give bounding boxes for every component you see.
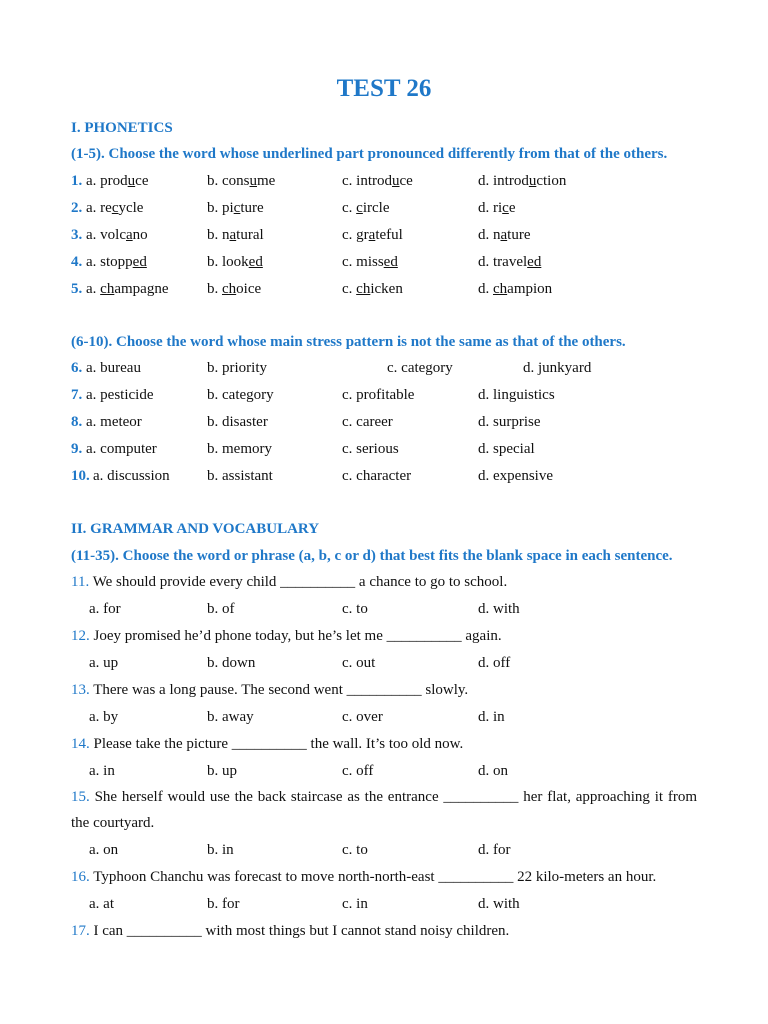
answer-option: c. grateful	[342, 227, 403, 243]
question-row	[71, 385, 697, 405]
answer-option: d. with	[478, 601, 520, 617]
answer-option: a. up	[89, 655, 119, 671]
answer-option: c. introduce	[342, 173, 413, 189]
answer-option: d. rice	[478, 200, 516, 216]
question-number: 17.	[71, 923, 94, 939]
answer-option: a. discussion	[93, 468, 170, 484]
underlined-sound: a	[125, 227, 133, 243]
question-row	[71, 171, 697, 191]
answer-option: d. off	[478, 655, 511, 671]
answer-option: c. out	[342, 655, 376, 671]
question-number: 6.	[71, 360, 83, 376]
question-text: Typhoon Chanchu was forecast to move north-north-east __________ 22 kilo-meters an hour.	[93, 869, 657, 885]
underlined-sound: c	[502, 200, 509, 216]
answer-option: b. up	[207, 763, 237, 779]
instruction-grammar: (11-35). Choose the word or phrase (a, b, c or d) that best fits the blank space in each sentence.	[71, 548, 673, 564]
answer-option: c. missed	[342, 254, 398, 270]
section-heading-grammar: II. GRAMMAR AND VOCABULARY	[71, 521, 320, 537]
answer-row	[71, 599, 697, 619]
answer-option: a. meteor	[86, 414, 142, 430]
underlined-sound: u	[249, 173, 257, 189]
question-text-row	[71, 734, 697, 754]
answer-option: a. champagne	[86, 281, 169, 297]
question-text: We should provide every child __________ a chance to go to school.	[92, 574, 508, 590]
underlined-sound: u	[127, 173, 136, 189]
question-text: There was a long pause. The second went __________ slowly.	[93, 682, 469, 698]
question-number: 16.	[71, 869, 94, 885]
question-row	[71, 439, 697, 459]
question-text-row	[71, 626, 697, 646]
answer-option: b. picture	[207, 200, 264, 216]
question-text: Please take the picture __________ the wall. It’s too old now.	[93, 736, 464, 752]
underlined-sound: ch	[100, 281, 115, 297]
question-row	[71, 412, 697, 432]
underlined-sound: a	[500, 227, 508, 243]
underlined-sound: a	[229, 227, 237, 243]
section-heading-phonetics: I. PHONETICS	[71, 120, 173, 136]
answer-option: a. produce	[86, 173, 149, 189]
underlined-sound: c	[356, 200, 363, 216]
question-text: Joey promised he’d phone today, but he’s let me __________ again.	[93, 628, 502, 644]
instruction-pronunciation: (1-5). Choose the word whose underlined part pronounced differently from that of the others.	[71, 146, 668, 162]
answer-option: b. memory	[207, 441, 272, 457]
underlined-sound: c	[233, 200, 241, 216]
underlined-sound: ch	[222, 281, 237, 297]
question-number: 7.	[71, 387, 83, 403]
question-number: 14.	[71, 736, 94, 752]
question-text: I can __________ with most things but I cannot stand noisy children.	[93, 923, 510, 939]
question-number: 1.	[71, 173, 83, 189]
underlined-sound: ch	[356, 281, 371, 297]
answer-option: d. expensive	[478, 468, 553, 484]
answer-option: b. priority	[207, 360, 267, 376]
answer-option: a. recycle	[86, 200, 144, 216]
answer-option: d. special	[478, 441, 535, 457]
answer-option: a. for	[89, 601, 121, 617]
question-text-row	[71, 784, 697, 836]
answer-row	[71, 840, 697, 860]
answer-option: d. with	[478, 896, 520, 912]
underlined-sound: ed	[248, 254, 263, 270]
question-number: 8.	[71, 414, 83, 430]
question-number: 13.	[71, 682, 94, 698]
question-row	[71, 466, 697, 486]
question-row	[71, 198, 697, 218]
answer-option: b. choice	[207, 281, 262, 297]
answer-option: b. natural	[207, 227, 264, 243]
answer-option: a. on	[89, 842, 119, 858]
question-number: 5.	[71, 281, 83, 297]
answer-option: c. career	[342, 414, 393, 430]
answer-option: c. to	[342, 601, 368, 617]
underlined-sound: a	[368, 227, 376, 243]
answer-option: c. profitable	[342, 387, 415, 403]
answer-option: d. introduction	[478, 173, 567, 189]
answer-option: a. volcano	[86, 227, 148, 243]
instruction-stress: (6-10). Choose the word whose main stress pattern is not the same as that of the others.	[71, 334, 626, 350]
answer-option: a. computer	[86, 441, 157, 457]
answer-option: d. in	[478, 709, 505, 725]
answer-option: c. category	[387, 360, 453, 376]
answer-option: d. junkyard	[523, 360, 592, 376]
underlined-sound: u	[528, 173, 537, 189]
answer-option: d. nature	[478, 227, 531, 243]
question-number: 15.	[71, 789, 95, 805]
question-number: 4.	[71, 254, 83, 270]
question-row	[71, 225, 697, 245]
underlined-sound: c	[111, 200, 119, 216]
answer-option: b. away	[207, 709, 254, 725]
answer-option: a. at	[89, 896, 114, 912]
answer-option: b. of	[207, 601, 235, 617]
answer-option: d. linguistics	[478, 387, 555, 403]
answer-option: b. consume	[207, 173, 276, 189]
answer-option: d. traveled	[478, 254, 542, 270]
underlined-sound: u	[392, 173, 400, 189]
answer-option: b. in	[207, 842, 234, 858]
answer-option: b. looked	[207, 254, 263, 270]
answer-option: c. to	[342, 842, 368, 858]
answer-option: c. character	[342, 468, 412, 484]
answer-option: a. pesticide	[86, 387, 154, 403]
answer-option: a. stopped	[86, 254, 147, 270]
answer-option: b. down	[207, 655, 256, 671]
answer-row	[71, 653, 697, 673]
answer-option: b. for	[207, 896, 240, 912]
question-number: 11.	[71, 574, 93, 590]
question-text-row	[71, 680, 697, 700]
answer-row	[71, 761, 697, 781]
question-number: 9.	[71, 441, 83, 457]
answer-option: b. assistant	[207, 468, 273, 484]
answer-option: c. in	[342, 896, 368, 912]
page-title: TEST 26	[336, 75, 432, 102]
question-text-row	[71, 867, 697, 887]
question-number: 2.	[71, 200, 83, 216]
answer-row	[71, 894, 697, 914]
answer-row	[71, 707, 697, 727]
answer-option: a. bureau	[86, 360, 141, 376]
answer-option: b. disaster	[207, 414, 268, 430]
answer-option: d. surprise	[478, 414, 541, 430]
answer-option: d. on	[478, 763, 508, 779]
answer-option: d. for	[478, 842, 511, 858]
underlined-sound: ed	[527, 254, 542, 270]
question-text-row	[71, 572, 697, 592]
answer-option: c. off	[342, 763, 374, 779]
question-number: 12.	[71, 628, 94, 644]
answer-option: a. in	[89, 763, 115, 779]
answer-option: b. category	[207, 387, 274, 403]
question-text-row	[71, 921, 697, 941]
question-text: She herself would use the back staircase as the entrance __________ her flat, approaching it from the courtyard.	[71, 789, 698, 831]
question-number: 10.	[71, 468, 90, 484]
question-row	[71, 279, 697, 299]
underlined-sound: ed	[132, 254, 147, 270]
question-row	[71, 252, 697, 272]
answer-option: a. by	[89, 709, 119, 725]
answer-option: c. chicken	[342, 281, 403, 297]
question-number: 3.	[71, 227, 83, 243]
question-row	[71, 358, 697, 378]
answer-option: c. circle	[342, 200, 390, 216]
answer-option: c. over	[342, 709, 383, 725]
underlined-sound: ed	[383, 254, 398, 270]
answer-option: d. champion	[478, 281, 553, 297]
answer-option: c. serious	[342, 441, 399, 457]
underlined-sound: ch	[493, 281, 508, 297]
